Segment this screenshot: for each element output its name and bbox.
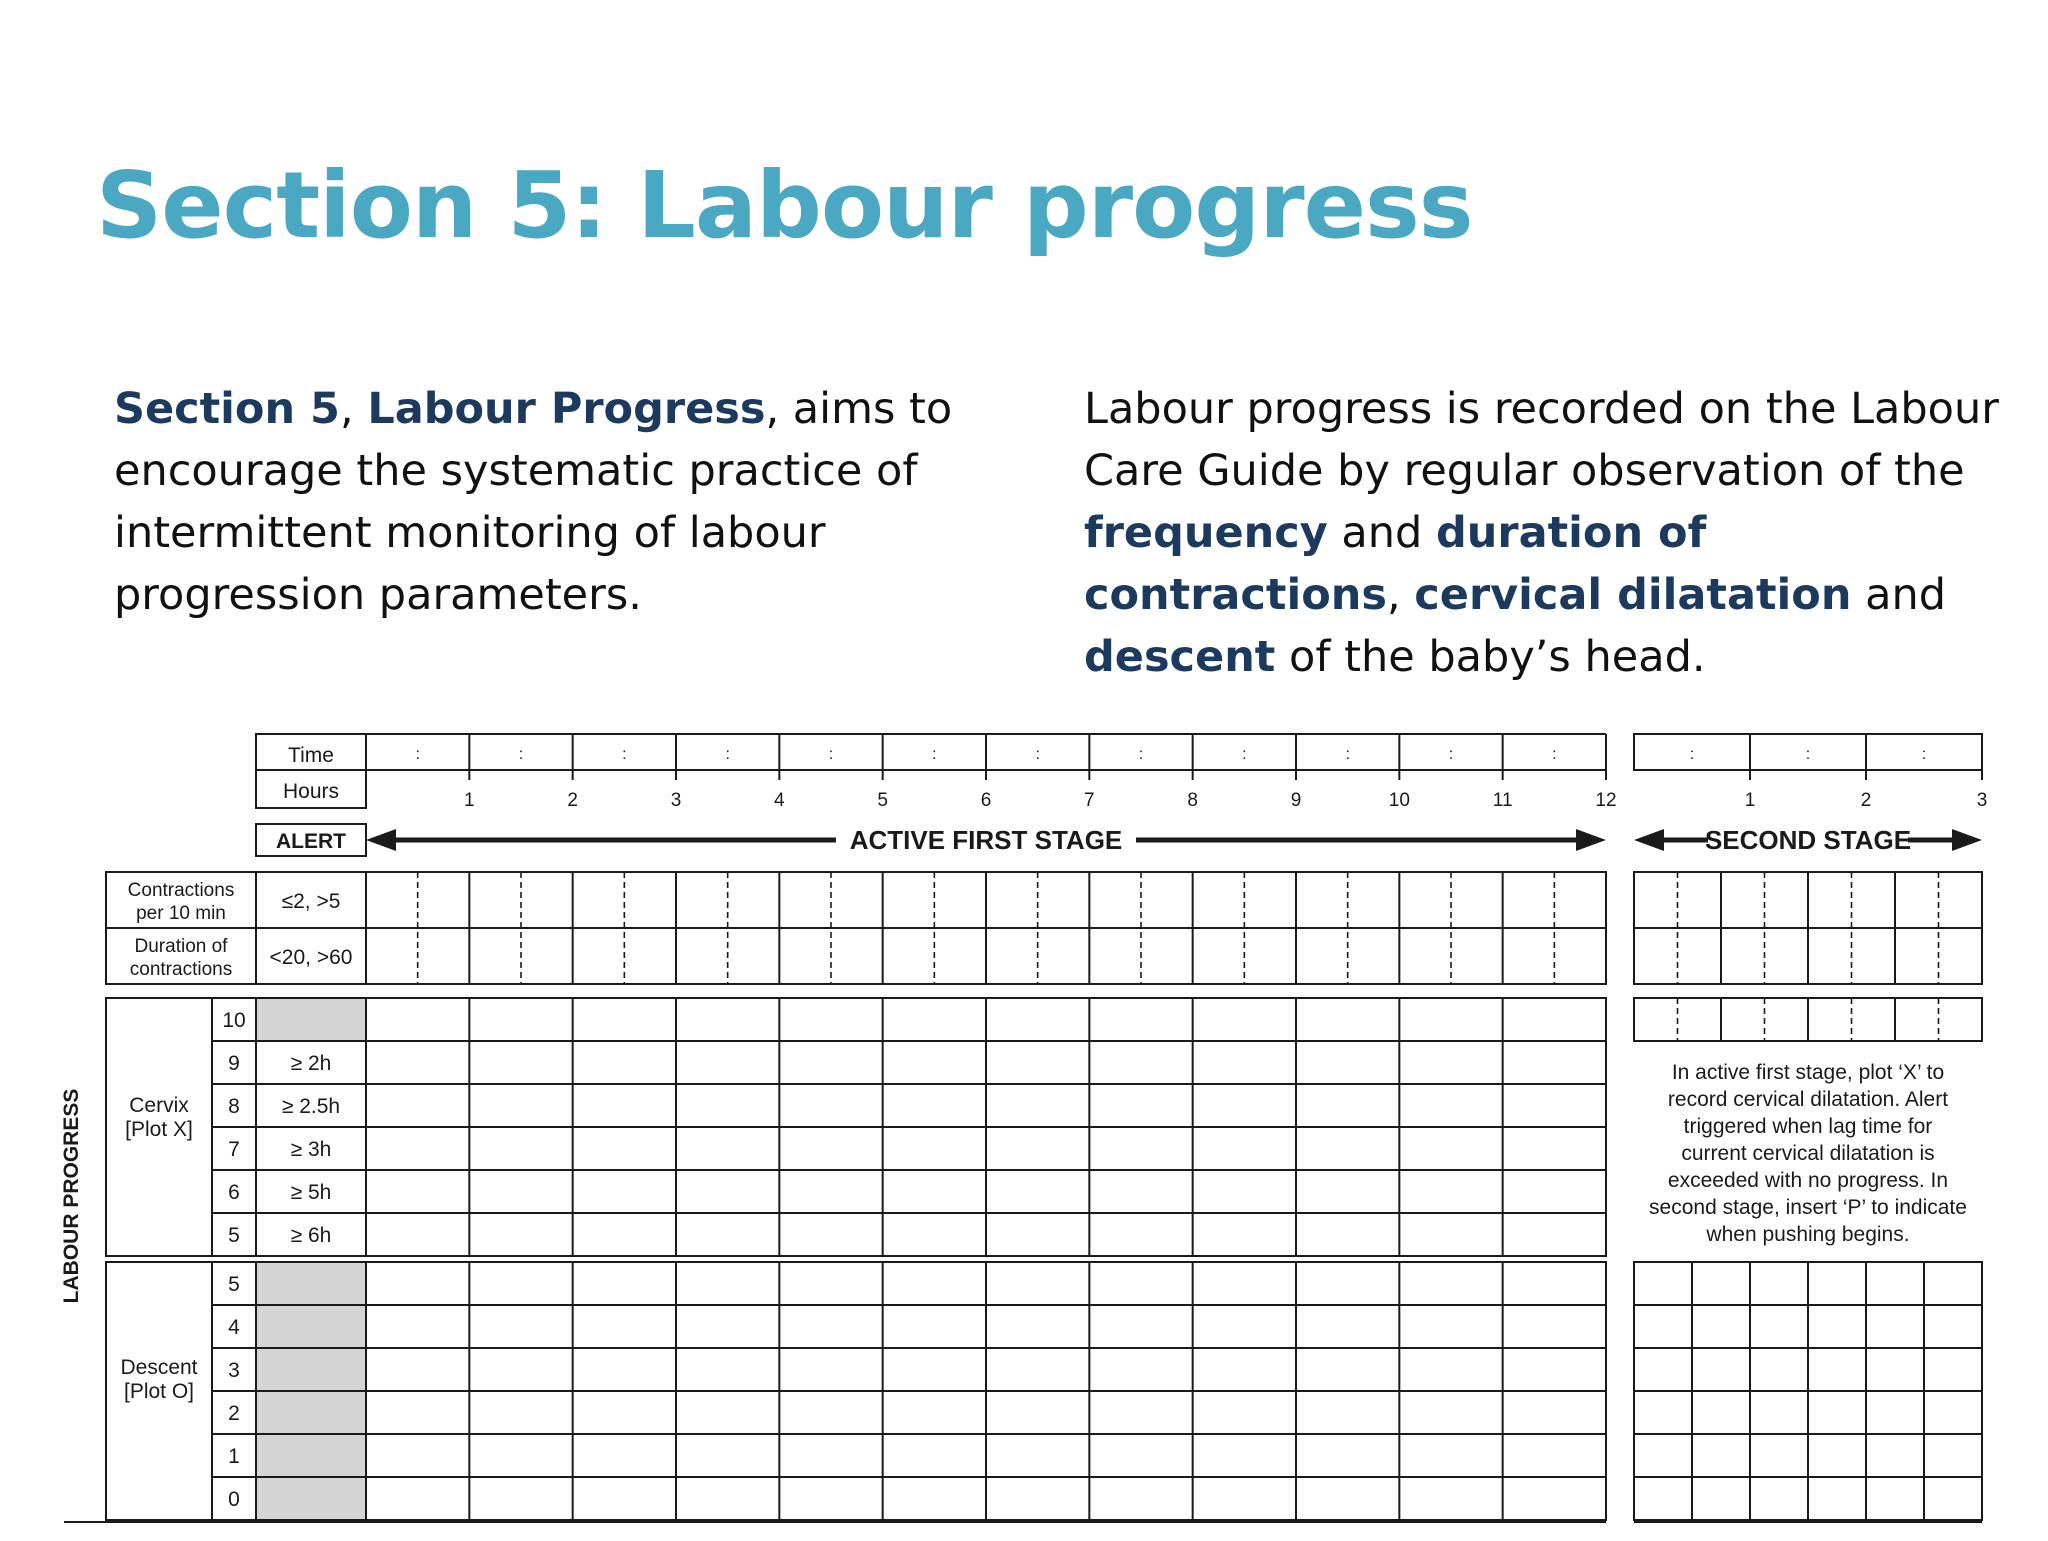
second-stage-hour-label: 3 (1976, 790, 1988, 811)
labour-progress-grid (56, 726, 2006, 1536)
hour-label: 2 (567, 790, 578, 811)
time-placeholder: : (1805, 746, 1811, 763)
time-placeholder: : (622, 746, 627, 763)
time-placeholder: : (1035, 746, 1040, 763)
recording-text: and (1851, 570, 1947, 620)
second-arrow-head-left (1634, 829, 1664, 851)
intro-highlight-labour-progress: Labour Progress (367, 384, 766, 434)
second-stage-instructions-line: exceeded with no progress. In (1667, 1169, 1949, 1192)
recording-text: of the baby’s head. (1275, 632, 1706, 682)
hour-label: 1 (464, 790, 475, 811)
second-stage-hour-label: 2 (1860, 790, 1872, 811)
second-stage-instructions-line: second stage, insert ‘P’ to indicate (1649, 1196, 1967, 1219)
time-placeholder: : (518, 746, 524, 763)
cervix-alert-threshold: ≥ 2h (290, 1052, 332, 1075)
arrow-head-left (366, 829, 396, 851)
second-stage-instructions-line: triggered when lag time for (1683, 1115, 1933, 1138)
labour-progress-vertical-label: LABOUR PROGRESS (60, 1088, 83, 1304)
intro-highlight-section: Section 5 (114, 384, 340, 434)
cervix-level-value: 10 (222, 1009, 246, 1032)
time-placeholder: : (1552, 746, 1557, 763)
descent-level-value: 0 (228, 1488, 240, 1511)
cervix-level-value: 5 (228, 1224, 240, 1247)
time-placeholder: : (1138, 746, 1144, 763)
time-placeholder: : (1345, 746, 1350, 763)
cervix-alert-threshold: ≥ 5h (290, 1181, 332, 1204)
contractions-row-label: per 10 min (136, 903, 226, 924)
time-placeholder: : (1689, 746, 1695, 763)
descent-level-value: 5 (228, 1273, 240, 1296)
time-placeholder: : (828, 746, 834, 763)
second-stage-label: SECOND STAGE (1704, 825, 1912, 855)
alert-label: ALERT (276, 830, 346, 853)
recording-paragraph (1084, 378, 2014, 688)
active-first-stage-label: ACTIVE FIRST STAGE (849, 825, 1123, 855)
highlight-frequency: frequency (1084, 508, 1328, 558)
descent-level-value: 4 (228, 1316, 240, 1339)
recording-text: and (1327, 508, 1437, 558)
cervix-alert-threshold: ≥ 6h (290, 1224, 332, 1247)
hour-label: 5 (877, 790, 888, 811)
time-placeholder: : (932, 746, 937, 763)
hour-label: 6 (980, 790, 992, 811)
cervix-level-value: 6 (228, 1181, 240, 1204)
second-stage-instructions-line: current cervical dilatation is (1681, 1142, 1935, 1165)
cervix-label: [Plot X] (125, 1118, 193, 1141)
second-arrow-head-right (1952, 829, 1982, 851)
descent-level-value: 1 (228, 1445, 240, 1468)
highlight-duration: duration of contractions (1084, 508, 1707, 620)
time-placeholder: : (1921, 746, 1927, 763)
contractions-row-label: Contractions (127, 880, 235, 901)
cervix-alert-threshold: ≥ 3h (290, 1138, 332, 1161)
second-stage-hour-label: 1 (1744, 790, 1756, 811)
cervix-level-value: 8 (228, 1095, 240, 1118)
labour-care-guide-chart (56, 726, 2006, 1536)
second-stage-instructions-line: when pushing begins. (1706, 1223, 1910, 1246)
recording-text: Labour progress is recorded on the Labour Care Guide by regular observation of the (1084, 384, 1999, 496)
time-placeholder: : (415, 746, 420, 763)
time-placeholder: : (725, 746, 730, 763)
time-placeholder: : (1448, 746, 1454, 763)
slide-title: Section 5: Labour progress (96, 152, 1473, 259)
hour-label: 4 (774, 790, 785, 811)
highlight-cervical-dilatation: cervical dilatation (1414, 570, 1852, 620)
highlight-descent: descent (1084, 632, 1276, 682)
recording-text: , (1386, 570, 1415, 620)
time-placeholder: : (1242, 746, 1247, 763)
cervix-label: Cervix (129, 1094, 189, 1117)
second-stage-instructions-line: record cervical dilatation. Alert (1667, 1088, 1949, 1111)
descent-level-value: 2 (228, 1402, 240, 1425)
hours-label: Hours (282, 780, 340, 803)
contractions-row-label: Duration of (134, 936, 228, 957)
descent-label: Descent (120, 1356, 198, 1379)
hour-label: 3 (670, 790, 682, 811)
arrow-head-right (1576, 829, 1606, 851)
hour-label: 9 (1290, 790, 1302, 811)
hour-label: 7 (1084, 790, 1095, 811)
time-label: Time (288, 744, 334, 767)
hour-label: 8 (1187, 790, 1198, 811)
hour-label: 10 (1388, 790, 1410, 811)
descent-label: [Plot O] (123, 1380, 195, 1403)
hour-label: 12 (1595, 790, 1617, 811)
cervix-level-value: 9 (228, 1052, 240, 1075)
contractions-alert-value: <20, >60 (269, 946, 353, 969)
cervix-shaded-alert-cell (256, 998, 366, 1041)
intro-text: , (339, 384, 368, 434)
contractions-row-label: contractions (129, 959, 233, 980)
cervix-alert-threshold: ≥ 2.5h (281, 1095, 341, 1118)
intro-paragraph (114, 378, 1054, 626)
hour-label: 11 (1492, 790, 1513, 811)
second-stage-instructions-line: In active first stage, plot ‘X’ to (1671, 1061, 1945, 1084)
cervix-level-value: 7 (228, 1138, 240, 1161)
intro-text: , aims to encourage the systematic practice of intermittent monitoring of labour progression parameters. (114, 384, 953, 620)
descent-level-value: 3 (228, 1359, 240, 1382)
contractions-alert-value: ≤2, >5 (281, 890, 341, 913)
